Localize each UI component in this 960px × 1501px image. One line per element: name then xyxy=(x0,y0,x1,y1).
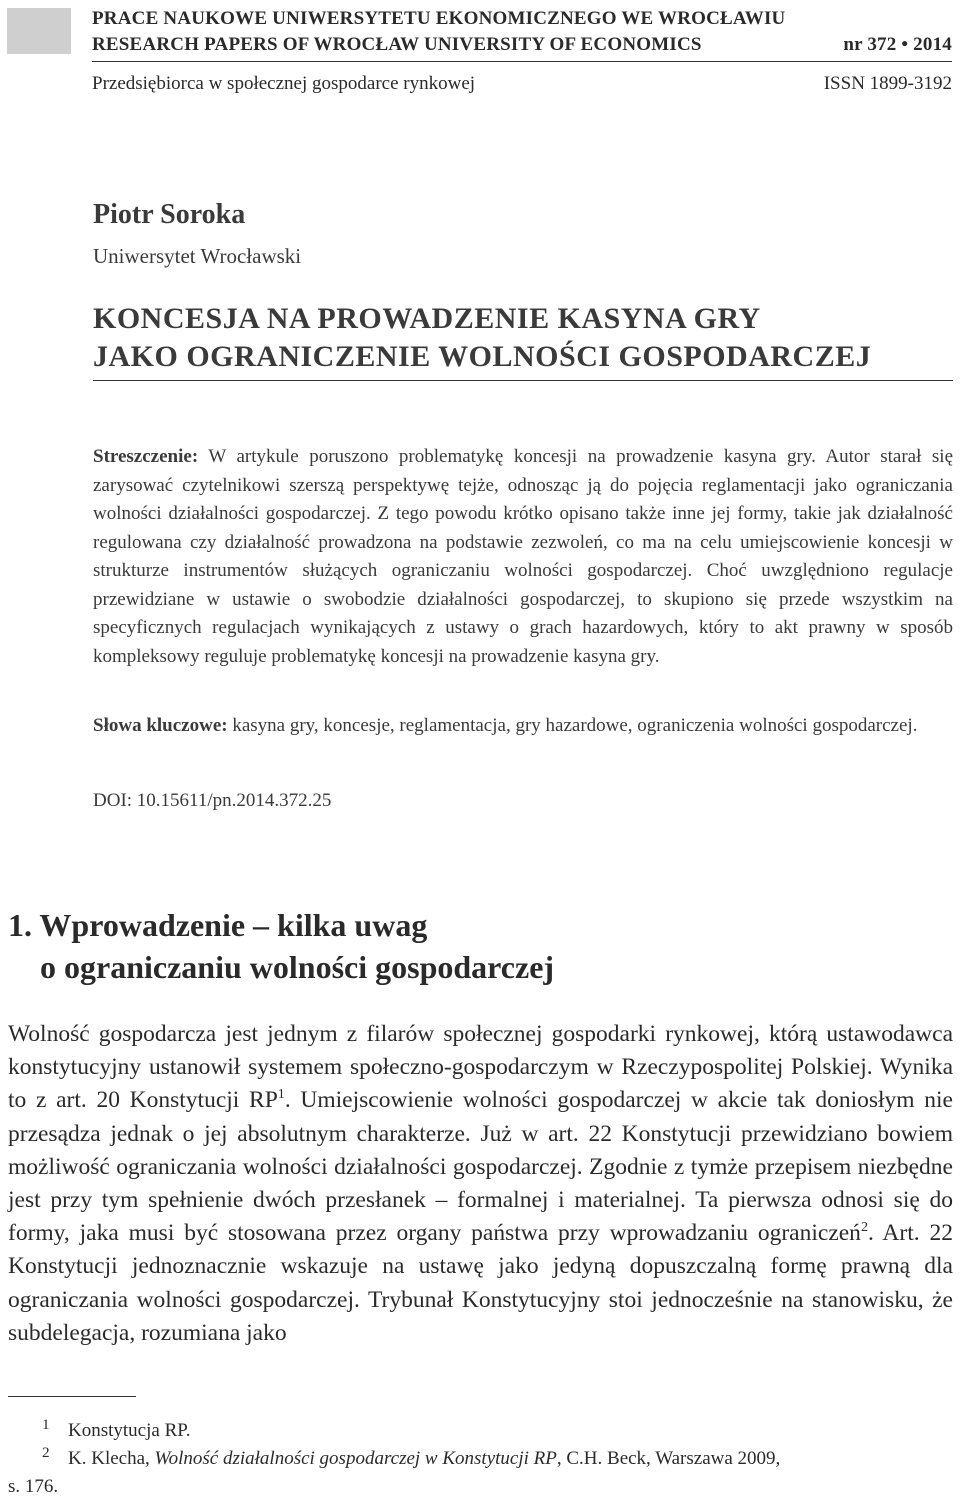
abstract-text: W artykule poruszono problematykę koncesji na prowadzenie kasyna gry. Autor starał się zarysować czytelnikowi szerszą perspektywę tejże, odnosząc ją do pojęcia reglamentacji jako ograniczania wolności działalności gospodarczej. Z tego powodu krótko opisano także inne jej formy, takie jak działalność regulowana czy działalność prowadzona na podstawie zezwoleń, co ma na celu umiejscowienie koncesji w strukturze instrumentów służących ograniczaniu wolności gospodarczej. Choć uwzględniono regulacje przewidziane w ustawie o swobodzie działalności gospodarczej, to skupiono się przede wszystkim na specyficznych regulacjach wynikających z ustawy o grach hazardowych, który to akt prawny w sposób kompleksowy reguluje problematykę koncesji na prowadzenie kasyna gry. xyxy=(93,446,953,667)
article-title-line-1: KONCESJA NA PROWADZENIE KASYNA GRY xyxy=(93,302,761,335)
footnote-ref-2[interactable]: 2 xyxy=(860,1219,868,1236)
section-heading-line-2: o ograniczaniu wolności gospodarczej xyxy=(40,949,555,985)
body-paragraph xyxy=(8,1018,953,1350)
footnote-2-page: s. 176. xyxy=(8,1476,59,1497)
title-divider xyxy=(93,380,953,381)
footnote-2-book-title: Wolność działalności gospodarczej w Konstytucji RP xyxy=(154,1448,557,1469)
keywords xyxy=(93,712,953,741)
journal-name-polish: PRACE NAUKOWE UNIWERSYTETU EKONOMICZNEGO WE WROCŁAWIU xyxy=(92,8,786,29)
issn: ISSN 1899-3192 xyxy=(823,73,952,94)
footnote-ref-1[interactable]: 1 xyxy=(277,1086,285,1103)
author-name: Piotr Soroka xyxy=(93,199,246,230)
abstract xyxy=(93,443,953,671)
keywords-label: Słowa kluczowe: xyxy=(93,715,228,736)
body-text-part-1: Wolność gospodarcza jest jednym z filarów społecznej gospodarki rynkowej, którą ustawodawca konstytucyjny ustanowił systemem społeczno-gospodarczym w Rzeczypospolitej Polskiej. Wynika to z art. 20 Konstytucji RP xyxy=(8,1021,953,1114)
issue-number: nr 372 • 2014 xyxy=(843,34,952,55)
article-title-line-2: JAKO OGRANICZENIE WOLNOŚCI GOSPODARCZEJ xyxy=(93,340,872,373)
body-text-part-2: . Umiejscowienie wolności gospodarczej w akcie tak doniosłym nie przesądza jednak o jej absolutnym charakterze. Już w art. 22 Konstytucji przewidziano bowiem możliwość ograniczania wolności działalności gospodarczej. Zgodnie z tymże przepisem niezbędne jest przy tym spełnienie dwóch przesłanek – formalnej i materialnej. Ta pierwsza odnosi się do formy, jaka musi być stosowana przez organy państwa przy wprowadzaniu ograniczeń xyxy=(8,1087,953,1247)
header-gray-block xyxy=(7,8,71,54)
footnote-2-publisher: , C.H. Beck, Warszawa 2009, xyxy=(556,1448,781,1469)
doi: DOI: 10.15611/pn.2014.372.25 xyxy=(93,790,332,811)
author-affiliation: Uniwersytet Wrocławski xyxy=(93,244,302,268)
footnote-1-text: Konstytucja RP. xyxy=(68,1420,191,1441)
journal-name-english: RESEARCH PAPERS OF WROCŁAW UNIVERSITY OF ECONOMICS xyxy=(92,34,702,55)
body-text-part-3: . Art. 22 Konstytucji jednoznacznie wskazuje na ustawę jako jedyną dopuszczalną formę prawną dla ograniczania wolności gospodarczej. Trybunał Konstytucyjny stoi jednocześnie na stanowisku, że subdelegacja, rozumiana jako xyxy=(8,1220,953,1346)
footnote-1: 1 Konstytucja RP. xyxy=(42,1415,191,1441)
journal-name-english-row xyxy=(92,34,952,56)
header-divider xyxy=(92,61,952,62)
footnote-divider xyxy=(8,1396,136,1397)
series-row xyxy=(92,72,952,96)
series-title: Przedsiębiorca w społecznej gospodarce rynkowej xyxy=(92,73,476,94)
footnote-2-author: K. Klecha, xyxy=(68,1448,155,1469)
keywords-text: kasyna gry, koncesje, reglamentacja, gry hazardowe, ograniczenia wolności gospodarczej. xyxy=(227,715,918,736)
abstract-label: Streszczenie: xyxy=(93,446,199,467)
section-heading-line-1: 1. Wprowadzenie – kilka uwag xyxy=(8,907,428,943)
footnote-2: 2 K. Klecha, Wolność działalności gospodarczej w Konstytucji RP, C.H. Beck, Warszawa 2009, xyxy=(42,1443,781,1469)
